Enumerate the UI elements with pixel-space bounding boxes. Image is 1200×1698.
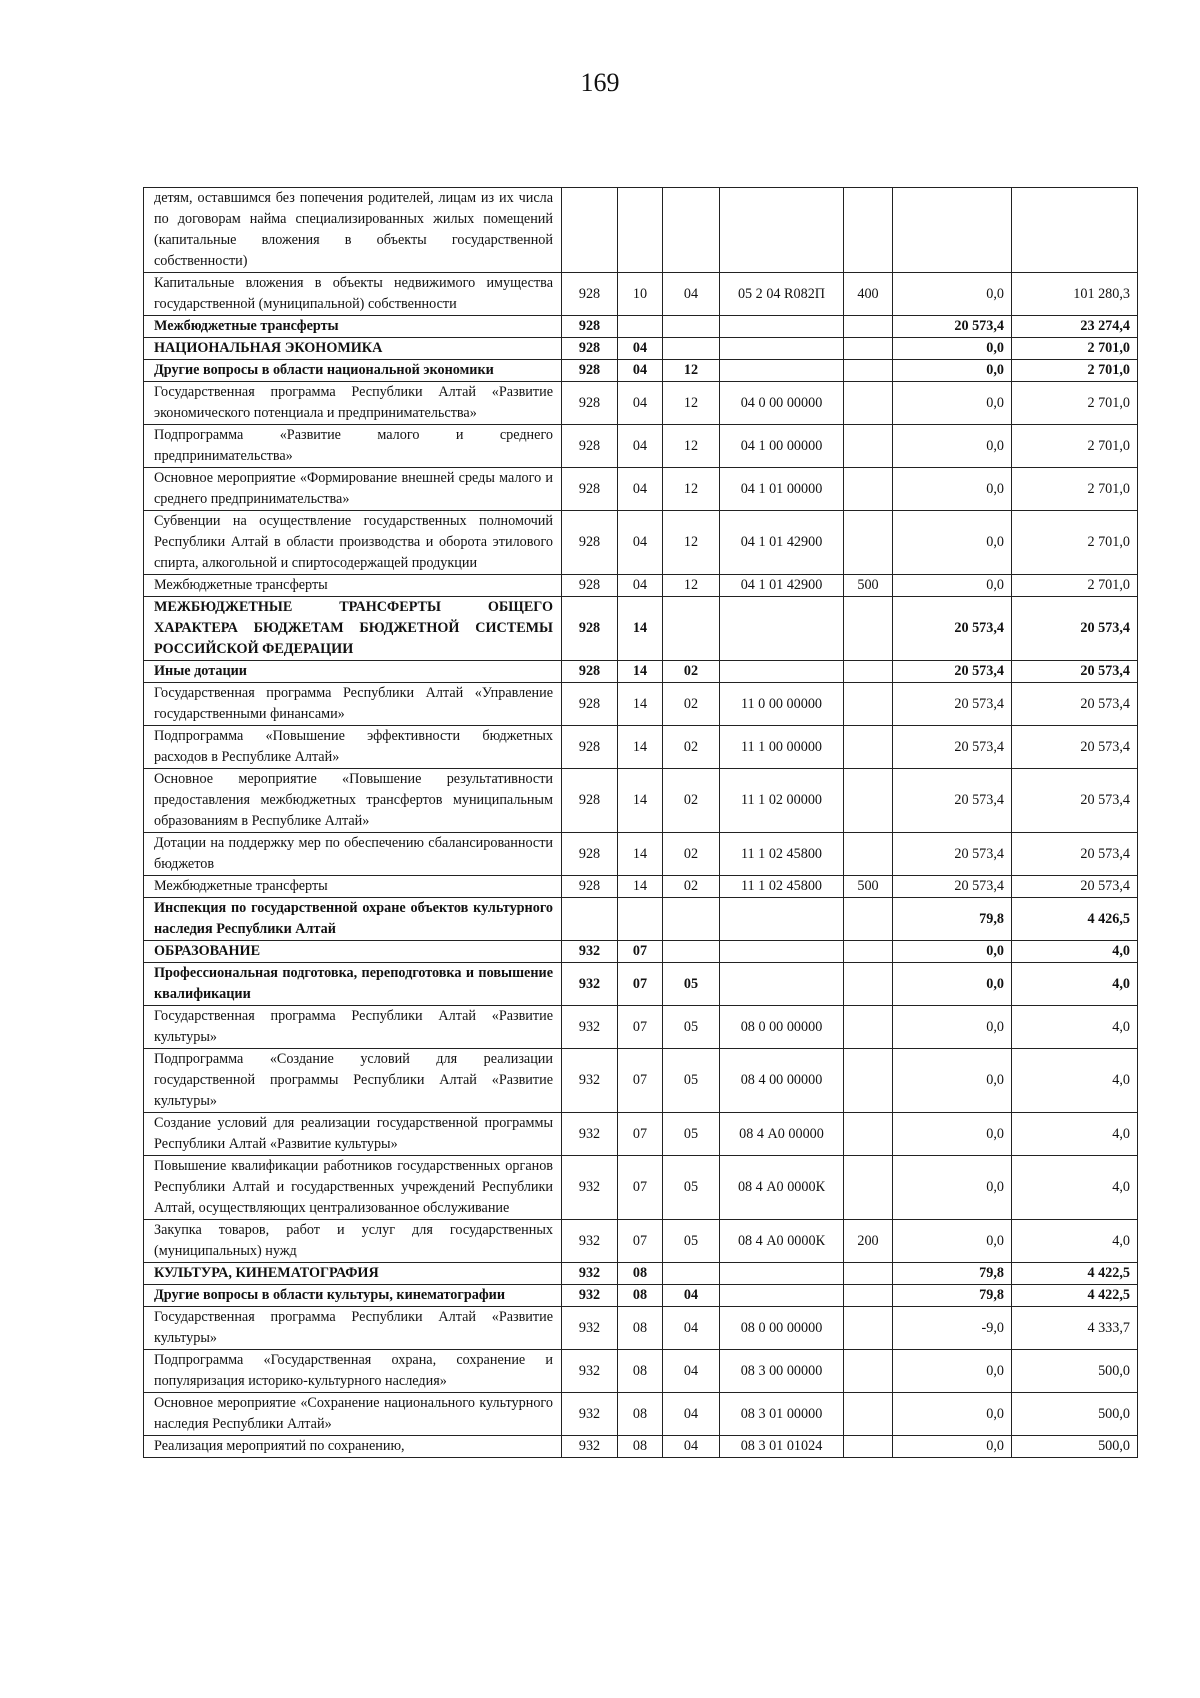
cell-name: Субвенции на осуществление государственных полномочий Республики Алтай в области производства и оборота этилового спирта, алкогольной и спиртосодержащей продукции [144,511,562,575]
table-row [144,575,1138,597]
cell-expense-type [844,1049,893,1113]
cell-grbs-code: 928 [562,769,618,833]
cell-name: Межбюджетные трансферты [144,876,562,898]
cell-section-code: 04 [618,360,663,382]
cell-grbs-code: 932 [562,1006,618,1049]
cell-target-article: 08 4 А0 0000К [720,1156,844,1220]
cell-section-code: 14 [618,661,663,683]
cell-subsection-code: 12 [663,575,720,597]
cell-amount-1: 20 573,4 [893,876,1012,898]
cell-name: Инспекция по государственной охране объектов культурного наследия Республики Алтай [144,898,562,941]
cell-amount-2: 500,0 [1012,1436,1138,1458]
cell-name: ОБРАЗОВАНИЕ [144,941,562,963]
cell-grbs-code: 928 [562,382,618,425]
cell-section-code: 10 [618,273,663,316]
cell-grbs-code: 928 [562,726,618,769]
cell-expense-type [844,833,893,876]
cell-grbs-code: 928 [562,360,618,382]
cell-amount-1: 20 573,4 [893,769,1012,833]
cell-expense-type [844,769,893,833]
table-row [144,1220,1138,1263]
cell-grbs-code: 932 [562,1049,618,1113]
cell-section-code: 04 [618,575,663,597]
cell-section-code: 04 [618,382,663,425]
cell-subsection-code: 02 [663,726,720,769]
budget-table-body [144,188,1138,1458]
cell-name: Реализация мероприятий по сохранению, [144,1436,562,1458]
cell-amount-2: 20 573,4 [1012,661,1138,683]
cell-subsection-code: 05 [663,963,720,1006]
cell-subsection-code [663,898,720,941]
cell-amount-2: 500,0 [1012,1393,1138,1436]
cell-name: Профессиональная подготовка, переподготовка и повышение квалификации [144,963,562,1006]
table-row [144,769,1138,833]
cell-amount-1: 0,0 [893,1156,1012,1220]
cell-target-article: 08 3 00 00000 [720,1350,844,1393]
cell-section-code [618,316,663,338]
cell-amount-2: 20 573,4 [1012,683,1138,726]
cell-section-code: 14 [618,726,663,769]
cell-name: Основное мероприятие «Сохранение национального культурного наследия Республики Алтай» [144,1393,562,1436]
cell-expense-type [844,898,893,941]
cell-name: детям, оставшимся без попечения родителей, лицам из их числа по договорам найма специализированных жилых помещений (капитальные вложения в объекты государственной собственности) [144,188,562,273]
cell-name: Государственная программа Республики Алтай «Развитие экономического потенциала и предпринимательства» [144,382,562,425]
cell-subsection-code: 04 [663,1307,720,1350]
cell-subsection-code [663,338,720,360]
cell-amount-2: 2 701,0 [1012,468,1138,511]
table-row [144,338,1138,360]
cell-grbs-code: 932 [562,1350,618,1393]
cell-grbs-code: 932 [562,1220,618,1263]
cell-amount-1: 20 573,4 [893,316,1012,338]
table-row [144,963,1138,1006]
cell-amount-2: 4,0 [1012,963,1138,1006]
cell-target-article [720,1263,844,1285]
cell-expense-type [844,1285,893,1307]
budget-table-container [143,187,1137,1458]
cell-amount-1: 0,0 [893,1049,1012,1113]
cell-section-code: 14 [618,876,663,898]
cell-subsection-code: 12 [663,425,720,468]
cell-expense-type [844,1436,893,1458]
cell-amount-2: 20 573,4 [1012,769,1138,833]
cell-section-code: 14 [618,833,663,876]
cell-section-code: 04 [618,511,663,575]
cell-target-article [720,597,844,661]
cell-amount-2: 4,0 [1012,1113,1138,1156]
cell-expense-type [844,511,893,575]
cell-target-article [720,338,844,360]
table-row [144,1285,1138,1307]
cell-amount-1: 0,0 [893,1220,1012,1263]
cell-grbs-code: 928 [562,511,618,575]
cell-subsection-code: 02 [663,661,720,683]
cell-name: Капитальные вложения в объекты недвижимого имущества государственной (муниципальной) собственности [144,273,562,316]
table-row [144,1263,1138,1285]
cell-subsection-code: 05 [663,1006,720,1049]
cell-expense-type: 500 [844,575,893,597]
cell-amount-2: 2 701,0 [1012,425,1138,468]
cell-subsection-code: 04 [663,1285,720,1307]
table-row [144,597,1138,661]
cell-section-code: 08 [618,1350,663,1393]
table-row [144,1049,1138,1113]
cell-section-code: 08 [618,1436,663,1458]
cell-subsection-code [663,597,720,661]
cell-target-article: 04 1 01 42900 [720,511,844,575]
cell-amount-1: 0,0 [893,273,1012,316]
cell-amount-2: 20 573,4 [1012,833,1138,876]
table-row [144,1156,1138,1220]
cell-subsection-code: 04 [663,273,720,316]
cell-subsection-code [663,1263,720,1285]
table-row [144,683,1138,726]
cell-target-article: 04 0 00 00000 [720,382,844,425]
cell-section-code: 04 [618,425,663,468]
cell-section-code: 08 [618,1285,663,1307]
cell-amount-1: 0,0 [893,1006,1012,1049]
cell-section-code: 07 [618,963,663,1006]
cell-target-article: 08 3 01 00000 [720,1393,844,1436]
cell-target-article [720,963,844,1006]
cell-amount-1: 0,0 [893,1393,1012,1436]
cell-name: Государственная программа Республики Алтай «Управление государственными финансами» [144,683,562,726]
cell-name: Повышение квалификации работников государственных органов Республики Алтай и государственных учреждений Республики Алтай, осуществляющих централизованное обслуживание [144,1156,562,1220]
table-row [144,382,1138,425]
cell-grbs-code: 932 [562,1263,618,1285]
cell-section-code: 08 [618,1263,663,1285]
table-row [144,1006,1138,1049]
cell-target-article: 08 0 00 00000 [720,1307,844,1350]
cell-name: Межбюджетные трансферты [144,575,562,597]
cell-name: Государственная программа Республики Алтай «Развитие культуры» [144,1307,562,1350]
cell-expense-type: 400 [844,273,893,316]
cell-amount-1: 0,0 [893,1436,1012,1458]
cell-target-article: 08 0 00 00000 [720,1006,844,1049]
cell-amount-1: 20 573,4 [893,833,1012,876]
cell-expense-type [844,360,893,382]
cell-subsection-code: 05 [663,1049,720,1113]
cell-amount-1: 0,0 [893,360,1012,382]
cell-amount-1 [893,188,1012,273]
cell-amount-1: 79,8 [893,898,1012,941]
cell-target-article [720,661,844,683]
table-row [144,1436,1138,1458]
cell-name: МЕЖБЮДЖЕТНЫЕ ТРАНСФЕРТЫ ОБЩЕГО ХАРАКТЕРА БЮДЖЕТАМ БЮДЖЕТНОЙ СИСТЕМЫ РОССИЙСКОЙ ФЕДЕРАЦИИ [144,597,562,661]
cell-expense-type [844,1393,893,1436]
cell-subsection-code: 12 [663,360,720,382]
cell-grbs-code: 932 [562,1285,618,1307]
cell-subsection-code: 04 [663,1393,720,1436]
cell-target-article [720,898,844,941]
cell-expense-type: 200 [844,1220,893,1263]
cell-expense-type [844,726,893,769]
cell-target-article: 05 2 04 R082П [720,273,844,316]
cell-expense-type [844,597,893,661]
cell-section-code: 08 [618,1393,663,1436]
cell-amount-1: 0,0 [893,468,1012,511]
cell-target-article: 11 1 02 45800 [720,833,844,876]
cell-amount-2 [1012,188,1138,273]
cell-section-code: 07 [618,1049,663,1113]
cell-amount-2: 4,0 [1012,941,1138,963]
cell-target-article [720,188,844,273]
cell-subsection-code: 05 [663,1113,720,1156]
table-row [144,833,1138,876]
cell-section-code: 07 [618,1220,663,1263]
cell-grbs-code: 932 [562,1156,618,1220]
cell-target-article: 11 1 02 45800 [720,876,844,898]
cell-amount-2: 20 573,4 [1012,597,1138,661]
cell-expense-type [844,941,893,963]
cell-grbs-code: 928 [562,273,618,316]
table-row [144,726,1138,769]
table-row [144,1307,1138,1350]
cell-expense-type: 500 [844,876,893,898]
table-row [144,511,1138,575]
table-row [144,1393,1138,1436]
cell-target-article: 08 4 А0 00000 [720,1113,844,1156]
cell-amount-2: 2 701,0 [1012,511,1138,575]
cell-subsection-code: 05 [663,1220,720,1263]
table-row [144,1350,1138,1393]
cell-expense-type [844,468,893,511]
cell-grbs-code: 932 [562,1393,618,1436]
cell-amount-1: 20 573,4 [893,661,1012,683]
cell-subsection-code: 04 [663,1436,720,1458]
cell-amount-1: 79,8 [893,1263,1012,1285]
cell-amount-2: 2 701,0 [1012,360,1138,382]
cell-name: Другие вопросы в области культуры, кинематографии [144,1285,562,1307]
cell-amount-2: 20 573,4 [1012,876,1138,898]
cell-amount-2: 4 426,5 [1012,898,1138,941]
cell-amount-1: 79,8 [893,1285,1012,1307]
cell-section-code: 07 [618,1156,663,1220]
cell-name: КУЛЬТУРА, КИНЕМАТОГРАФИЯ [144,1263,562,1285]
cell-target-article: 11 1 02 00000 [720,769,844,833]
cell-subsection-code [663,941,720,963]
cell-amount-2: 4,0 [1012,1006,1138,1049]
cell-grbs-code: 928 [562,597,618,661]
cell-subsection-code [663,316,720,338]
cell-name: Основное мероприятие «Формирование внешней среды малого и среднего предпринимательства» [144,468,562,511]
cell-name: Подпрограмма «Повышение эффективности бюджетных расходов в Республике Алтай» [144,726,562,769]
cell-expense-type [844,963,893,1006]
cell-target-article: 11 1 00 00000 [720,726,844,769]
cell-name: Основное мероприятие «Повышение результативности предоставления межбюджетных трансфертов муниципальным образованиям в Республике Алтай» [144,769,562,833]
cell-section-code: 14 [618,769,663,833]
cell-expense-type [844,1263,893,1285]
cell-name: Межбюджетные трансферты [144,316,562,338]
cell-section-code: 14 [618,683,663,726]
cell-amount-1: 0,0 [893,425,1012,468]
cell-amount-2: 2 701,0 [1012,575,1138,597]
cell-amount-1: 20 573,4 [893,683,1012,726]
cell-name: Государственная программа Республики Алтай «Развитие культуры» [144,1006,562,1049]
cell-amount-2: 500,0 [1012,1350,1138,1393]
table-row [144,360,1138,382]
cell-amount-1: 0,0 [893,382,1012,425]
cell-target-article [720,1285,844,1307]
cell-expense-type [844,338,893,360]
cell-subsection-code: 12 [663,468,720,511]
cell-amount-1: 0,0 [893,575,1012,597]
cell-expense-type [844,661,893,683]
cell-expense-type [844,1307,893,1350]
cell-grbs-code: 932 [562,963,618,1006]
cell-section-code: 04 [618,468,663,511]
cell-amount-1: -9,0 [893,1307,1012,1350]
cell-amount-1: 20 573,4 [893,726,1012,769]
cell-amount-2: 4 333,7 [1012,1307,1138,1350]
cell-target-article: 08 3 01 01024 [720,1436,844,1458]
cell-name: Другие вопросы в области национальной экономики [144,360,562,382]
cell-grbs-code: 932 [562,941,618,963]
cell-section-code: 07 [618,941,663,963]
cell-subsection-code: 02 [663,769,720,833]
cell-target-article [720,360,844,382]
cell-amount-2: 4,0 [1012,1220,1138,1263]
table-row [144,898,1138,941]
cell-subsection-code: 02 [663,833,720,876]
cell-expense-type [844,188,893,273]
cell-name: Дотации на поддержку мер по обеспечению сбалансированности бюджетов [144,833,562,876]
cell-expense-type [844,1113,893,1156]
cell-name: НАЦИОНАЛЬНАЯ ЭКОНОМИКА [144,338,562,360]
cell-section-code: 04 [618,338,663,360]
table-row [144,468,1138,511]
cell-name: Подпрограмма «Государственная охрана, сохранение и популяризация историко-культурного наследия» [144,1350,562,1393]
cell-grbs-code: 928 [562,468,618,511]
cell-target-article [720,941,844,963]
cell-expense-type [844,1350,893,1393]
table-row [144,661,1138,683]
cell-grbs-code: 928 [562,876,618,898]
cell-expense-type [844,316,893,338]
cell-expense-type [844,683,893,726]
cell-amount-2: 4,0 [1012,1156,1138,1220]
cell-subsection-code [663,188,720,273]
table-row [144,316,1138,338]
table-row [144,188,1138,273]
cell-expense-type [844,1006,893,1049]
cell-amount-1: 0,0 [893,1113,1012,1156]
cell-grbs-code [562,898,618,941]
table-row [144,876,1138,898]
cell-grbs-code: 928 [562,338,618,360]
cell-amount-2: 4 422,5 [1012,1285,1138,1307]
cell-amount-2: 101 280,3 [1012,273,1138,316]
cell-grbs-code: 928 [562,833,618,876]
cell-grbs-code: 928 [562,661,618,683]
cell-section-code: 07 [618,1006,663,1049]
cell-grbs-code: 928 [562,683,618,726]
cell-amount-2: 4,0 [1012,1049,1138,1113]
cell-amount-2: 2 701,0 [1012,338,1138,360]
cell-grbs-code: 932 [562,1307,618,1350]
cell-grbs-code: 928 [562,316,618,338]
cell-target-article: 08 4 00 00000 [720,1049,844,1113]
cell-subsection-code: 02 [663,683,720,726]
cell-name: Подпрограмма «Создание условий для реализации государственной программы Республики Алтай «Развитие культуры» [144,1049,562,1113]
cell-expense-type [844,425,893,468]
table-row [144,941,1138,963]
cell-amount-1: 0,0 [893,1350,1012,1393]
cell-section-code: 14 [618,597,663,661]
cell-amount-2: 23 274,4 [1012,316,1138,338]
cell-subsection-code: 02 [663,876,720,898]
cell-target-article: 04 1 01 42900 [720,575,844,597]
cell-amount-1: 0,0 [893,941,1012,963]
cell-section-code: 08 [618,1307,663,1350]
cell-name: Иные дотации [144,661,562,683]
cell-name: Создание условий для реализации государственной программы Республики Алтай «Развитие культуры» [144,1113,562,1156]
cell-grbs-code: 932 [562,1113,618,1156]
cell-amount-1: 20 573,4 [893,597,1012,661]
cell-target-article: 11 0 00 00000 [720,683,844,726]
cell-subsection-code: 12 [663,382,720,425]
budget-table [143,187,1138,1458]
cell-target-article [720,316,844,338]
cell-amount-1: 0,0 [893,338,1012,360]
cell-subsection-code: 04 [663,1350,720,1393]
table-row [144,425,1138,468]
cell-target-article: 08 4 А0 0000К [720,1220,844,1263]
cell-target-article: 04 1 01 00000 [720,468,844,511]
cell-subsection-code: 12 [663,511,720,575]
cell-section-code [618,188,663,273]
cell-amount-2: 2 701,0 [1012,382,1138,425]
table-row [144,273,1138,316]
cell-subsection-code: 05 [663,1156,720,1220]
cell-section-code [618,898,663,941]
page-number: 169 [580,68,620,97]
cell-amount-2: 20 573,4 [1012,726,1138,769]
cell-grbs-code: 932 [562,1436,618,1458]
cell-grbs-code: 928 [562,425,618,468]
table-row [144,1113,1138,1156]
cell-target-article: 04 1 00 00000 [720,425,844,468]
cell-amount-1: 0,0 [893,963,1012,1006]
cell-section-code: 07 [618,1113,663,1156]
cell-name: Подпрограмма «Развитие малого и среднего предпринимательства» [144,425,562,468]
cell-expense-type [844,1156,893,1220]
cell-grbs-code [562,188,618,273]
cell-amount-1: 0,0 [893,511,1012,575]
cell-expense-type [844,382,893,425]
cell-name: Закупка товаров, работ и услуг для государственных (муниципальных) нужд [144,1220,562,1263]
cell-grbs-code: 928 [562,575,618,597]
cell-amount-2: 4 422,5 [1012,1263,1138,1285]
